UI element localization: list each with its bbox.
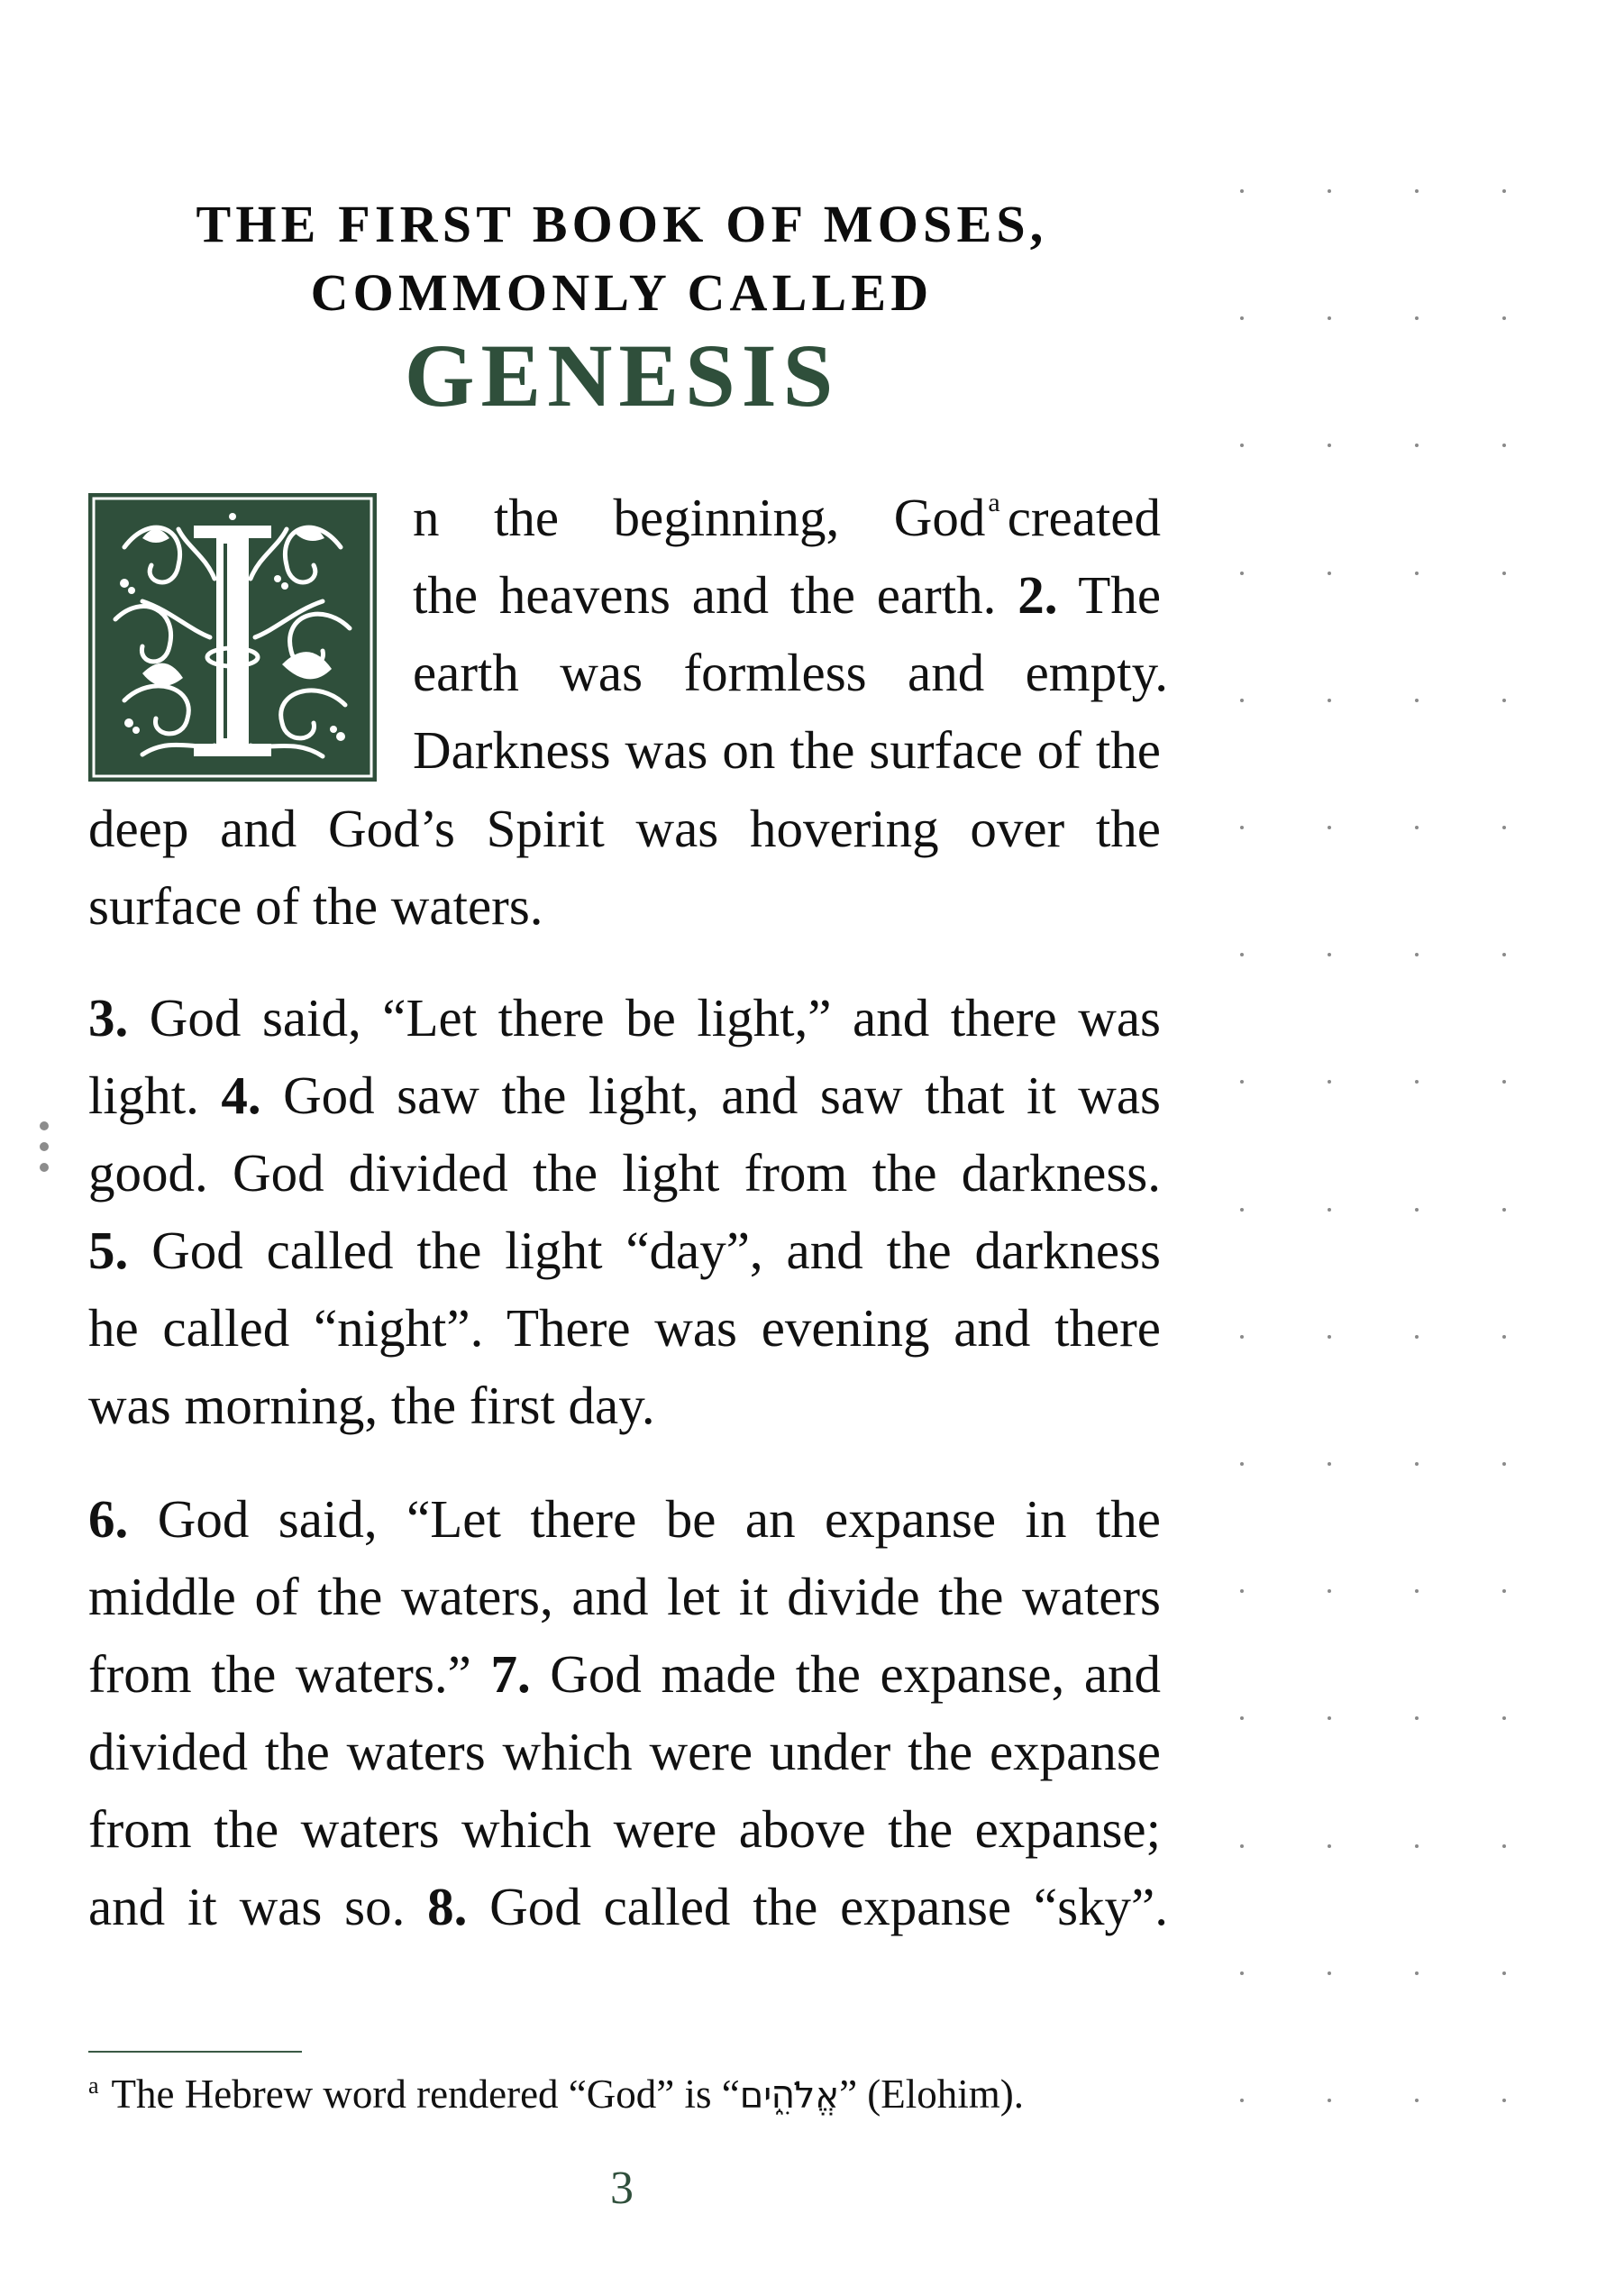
verse-text: he called “night”. There was evening and there [88, 1298, 1161, 1358]
heading-line-1: THE FIRST BOOK OF MOSES, [196, 195, 1048, 253]
verse-text: and it was so. [88, 1877, 428, 1936]
grid-dot [1415, 699, 1419, 702]
footnote-text-before: The Hebrew word rendered “God” is “ [111, 2072, 740, 2117]
footnote-reference: a [988, 488, 1000, 518]
verse-line [413, 634, 1168, 711]
verse-line [413, 479, 1161, 556]
verse-text: God called the expanse “sky”. [467, 1877, 1168, 1936]
verse-text: God said, “Let there be light,” and there was [128, 988, 1161, 1047]
verse-text: God saw the light, and saw that it was [260, 1066, 1161, 1125]
grid-dot [1328, 1844, 1331, 1848]
grid-dot [1502, 1716, 1506, 1720]
grid-dot [1328, 444, 1331, 447]
footnote-text-after: ” (Elohim). [839, 2072, 1025, 2117]
verse-number: 8. [427, 1877, 468, 1936]
grid-dot [1240, 1208, 1244, 1212]
grid-dot [1240, 699, 1244, 702]
grid-dot [1328, 1208, 1331, 1212]
grid-dot [1328, 572, 1331, 575]
grid-dot [1502, 1335, 1506, 1339]
grid-dot [1415, 826, 1419, 829]
grid-dot [1502, 1971, 1506, 1975]
verse-number: 4. [221, 1066, 261, 1125]
handle-dot [40, 1142, 49, 1151]
grid-dot [1502, 572, 1506, 575]
dot-grid-margin [1240, 189, 1510, 2109]
grid-dot [1240, 2099, 1244, 2102]
verse-text: n the beginning, God [413, 488, 986, 547]
verse-number: 3. [88, 988, 129, 1047]
grid-dot [1240, 444, 1244, 447]
grid-dot [1415, 1971, 1419, 1975]
verse-text: God said, “Let there be an expanse in the [128, 1489, 1161, 1549]
verse-line [88, 1057, 1161, 1134]
grid-dot [1415, 1335, 1419, 1339]
verse-line [413, 556, 1161, 634]
grid-dot [1502, 1208, 1506, 1212]
heading-line-2: COMMONLY CALLED [310, 263, 934, 322]
grid-dot [1415, 1589, 1419, 1593]
verse-text: The [1057, 565, 1162, 625]
grid-dot [1415, 316, 1419, 320]
grid-dot [1240, 572, 1244, 575]
footnote-hebrew-word: אֱלֹהִ֑ים [739, 2075, 840, 2117]
grid-dot [1415, 572, 1419, 575]
grid-dot [1502, 699, 1506, 702]
verse-line [88, 1635, 1161, 1713]
grid-dot [1502, 1589, 1506, 1593]
verse-line [88, 1868, 1168, 1945]
grid-dot [1240, 1589, 1244, 1593]
verse-text: earth was formless and empty. [413, 643, 1168, 702]
verse-text: deep and God’s Spirit was hovering over the [88, 799, 1161, 858]
verse-number: 2. [1018, 565, 1058, 625]
grid-dot [1415, 953, 1419, 956]
drag-handle-icon[interactable] [39, 1121, 50, 1175]
grid-dot [1502, 1462, 1506, 1466]
verse-text: light. [88, 1066, 222, 1125]
verse-text: Darkness was on the surface of the [413, 720, 1161, 780]
verse-text: was morning, the first day. [88, 1376, 655, 1435]
verse-line [88, 1134, 1161, 1212]
grid-dot [1328, 1080, 1331, 1084]
handle-dot [40, 1121, 49, 1130]
grid-dot [1328, 1335, 1331, 1339]
verse-line [88, 1480, 1161, 1558]
grid-dot [1240, 1080, 1244, 1084]
footnote [88, 2072, 1024, 2123]
grid-dot [1415, 444, 1419, 447]
verse-line [88, 1558, 1161, 1635]
verse-line [88, 1790, 1161, 1868]
grid-dot [1502, 953, 1506, 956]
grid-dot [1328, 1462, 1331, 1466]
verse-text: from the waters which were above the expanse; [88, 1799, 1161, 1859]
grid-dot [1240, 953, 1244, 956]
grid-dot [1240, 1462, 1244, 1466]
grid-dot [1240, 1716, 1244, 1720]
grid-dot [1328, 1589, 1331, 1593]
footnote-marker: a [88, 2072, 99, 2099]
grid-dot [1328, 699, 1331, 702]
verse-line [88, 867, 1161, 945]
grid-dot [1240, 189, 1244, 193]
grid-dot [1502, 316, 1506, 320]
verse-text: God made the expanse, and [530, 1644, 1161, 1704]
handle-dot [40, 1163, 49, 1172]
verse-text: created [1007, 488, 1161, 547]
grid-dot [1415, 1844, 1419, 1848]
grid-dot [1502, 189, 1506, 193]
grid-dot [1415, 1462, 1419, 1466]
verse-line [88, 790, 1161, 867]
grid-dot [1240, 1844, 1244, 1848]
grid-dot [1502, 1844, 1506, 1848]
page-number: 3 [610, 2163, 634, 2214]
grid-dot [1415, 189, 1419, 193]
verse-line [413, 711, 1161, 789]
grid-dot [1240, 1335, 1244, 1339]
verse-number: 7. [490, 1644, 531, 1704]
grid-dot [1415, 1716, 1419, 1720]
grid-dot [1328, 1716, 1331, 1720]
grid-dot [1415, 2099, 1419, 2102]
verse-line [88, 1713, 1161, 1790]
grid-dot [1328, 2099, 1331, 2102]
verse-number: 6. [88, 1489, 129, 1549]
verse-text: God called the light “day”, and the darkness [128, 1221, 1161, 1280]
ornamental-drop-cap-i-icon [88, 493, 377, 782]
grid-dot [1502, 826, 1506, 829]
grid-dot [1502, 1080, 1506, 1084]
grid-dot [1328, 826, 1331, 829]
grid-dot [1328, 316, 1331, 320]
book-title: GENESIS [404, 325, 840, 425]
verse-text: good. God divided the light from the darkness. [88, 1143, 1161, 1203]
verse-text: from the waters.” [88, 1644, 491, 1704]
verse-line [88, 1212, 1161, 1289]
verse-line [88, 1289, 1161, 1367]
grid-dot [1240, 1971, 1244, 1975]
footnote-divider [88, 2051, 302, 2053]
verse-text: middle of the waters, and let it divide the waters [88, 1567, 1161, 1626]
verse-text: divided the waters which were under the expanse [88, 1722, 1161, 1781]
grid-dot [1240, 826, 1244, 829]
grid-dot [1328, 189, 1331, 193]
grid-dot [1328, 953, 1331, 956]
grid-dot [1328, 1971, 1331, 1975]
grid-dot [1502, 444, 1506, 447]
verse-number: 5. [88, 1221, 129, 1280]
verse-text: the heavens and the earth. [413, 565, 1018, 625]
verse-line [88, 1367, 1161, 1444]
grid-dot [1502, 2099, 1506, 2102]
grid-dot [1415, 1208, 1419, 1212]
grid-dot [1415, 1080, 1419, 1084]
verse-line [88, 979, 1161, 1057]
verse-text: surface of the waters. [88, 876, 543, 936]
